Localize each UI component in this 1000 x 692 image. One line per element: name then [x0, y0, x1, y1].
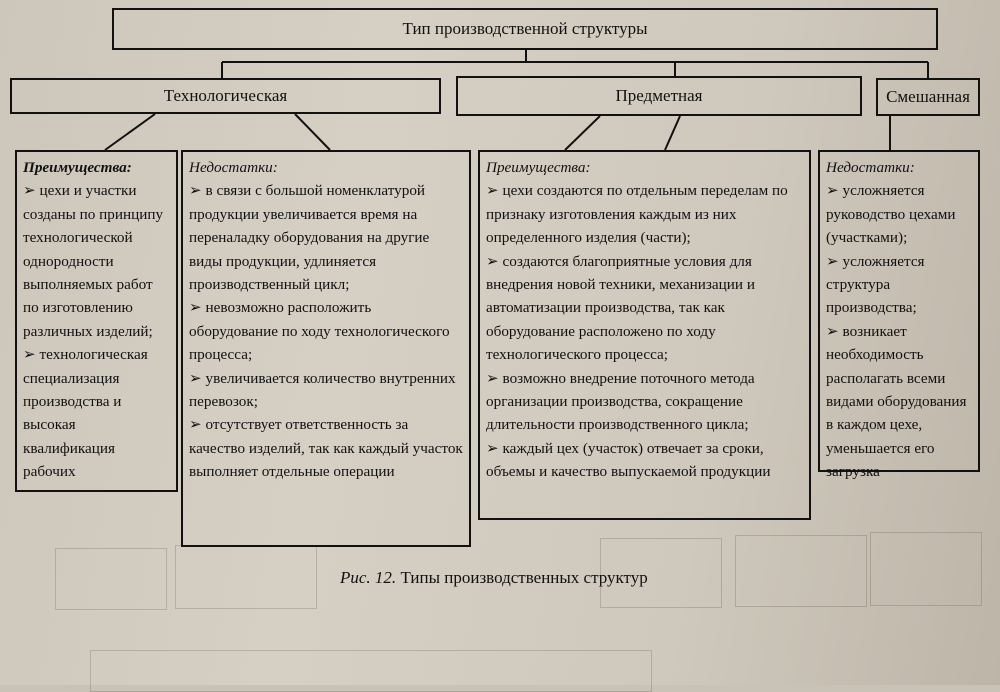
subject-advantage-item: ➢ цехи создаются по отдельным переделам по признаку изготовления каждым из них определенного изделия (части); — [486, 182, 788, 247]
type-box-subject — [456, 76, 862, 116]
figure-caption — [340, 568, 648, 588]
tech-advantages-heading: Преимущества: — [23, 159, 132, 176]
subject-disadvantage-item: ➢ возникает необходимость располагать всеми видами оборудования в каждом цехе, уменьшается его загрузка — [826, 322, 967, 481]
subject-disadvantages-box — [818, 150, 980, 481]
subject-disadvantages-heading: Недостатки: — [826, 159, 915, 176]
figure-caption-label: Рис. 12. — [340, 568, 397, 587]
tech-disadvantage-item: ➢ увеличивается количество внутренних перевозок; — [189, 369, 456, 411]
tech-disadvantages-box — [181, 150, 471, 547]
type-label-mixed: Смешанная — [886, 87, 970, 106]
type-label-technological: Технологическая — [163, 86, 288, 105]
subject-advantage-item: ➢ каждый цех (участок) отвечает за сроки, объемы и качество выпускаемой продукции — [486, 439, 771, 481]
tech-advantage-item: ➢ цехи и участки созданы по принципу технологической однородности выполняемых работ по изготовлению различных изделий; — [23, 182, 164, 340]
subject-advantages-heading: Преимущества: — [486, 159, 591, 176]
tech-advantages-box — [15, 150, 178, 492]
type-label-subject: Предметная — [615, 86, 703, 105]
tech-disadvantage-item: ➢ в связи с большой номенклатурой продукции увеличивается время на переналадку оборудования на другие виды продукции, удлиняется производственный цикл; — [189, 182, 430, 294]
tech-disadvantages-heading: Недостатки: — [189, 159, 278, 176]
tech-disadvantage-item: ➢ невозможно расположить оборудование по ходу технологического процесса; — [189, 299, 450, 364]
subject-advantages-box — [478, 150, 811, 520]
tech-disadvantage-item: ➢ отсутствует ответственность за качество изделий, так как каждый участок выполняет отдельные операции — [189, 416, 463, 481]
subject-advantage-item: ➢ возможно внедрение поточного метода организации производства, сокращение длительности производственного цикла; — [486, 369, 755, 434]
root-title-box — [112, 8, 938, 50]
root-title: Тип производственной структуры — [402, 19, 648, 38]
subject-advantage-item: ➢ создаются благоприятные условия для внедрения новой техники, механизации и автоматизации производства, так как оборудование расположено по ходу технологического процесса; — [486, 252, 755, 364]
type-box-technological — [10, 78, 441, 114]
type-box-mixed — [876, 78, 980, 116]
subject-disadvantage-item: ➢ усложняется руководство цехами (участками); — [826, 182, 956, 247]
tech-advantage-item: ➢ технологическая специализация производства и высокая квалификация рабочих — [23, 346, 148, 481]
subject-disadvantage-item: ➢ усложняется структура производства; — [826, 252, 925, 317]
figure-caption-text: Типы производственных структур — [400, 568, 648, 587]
